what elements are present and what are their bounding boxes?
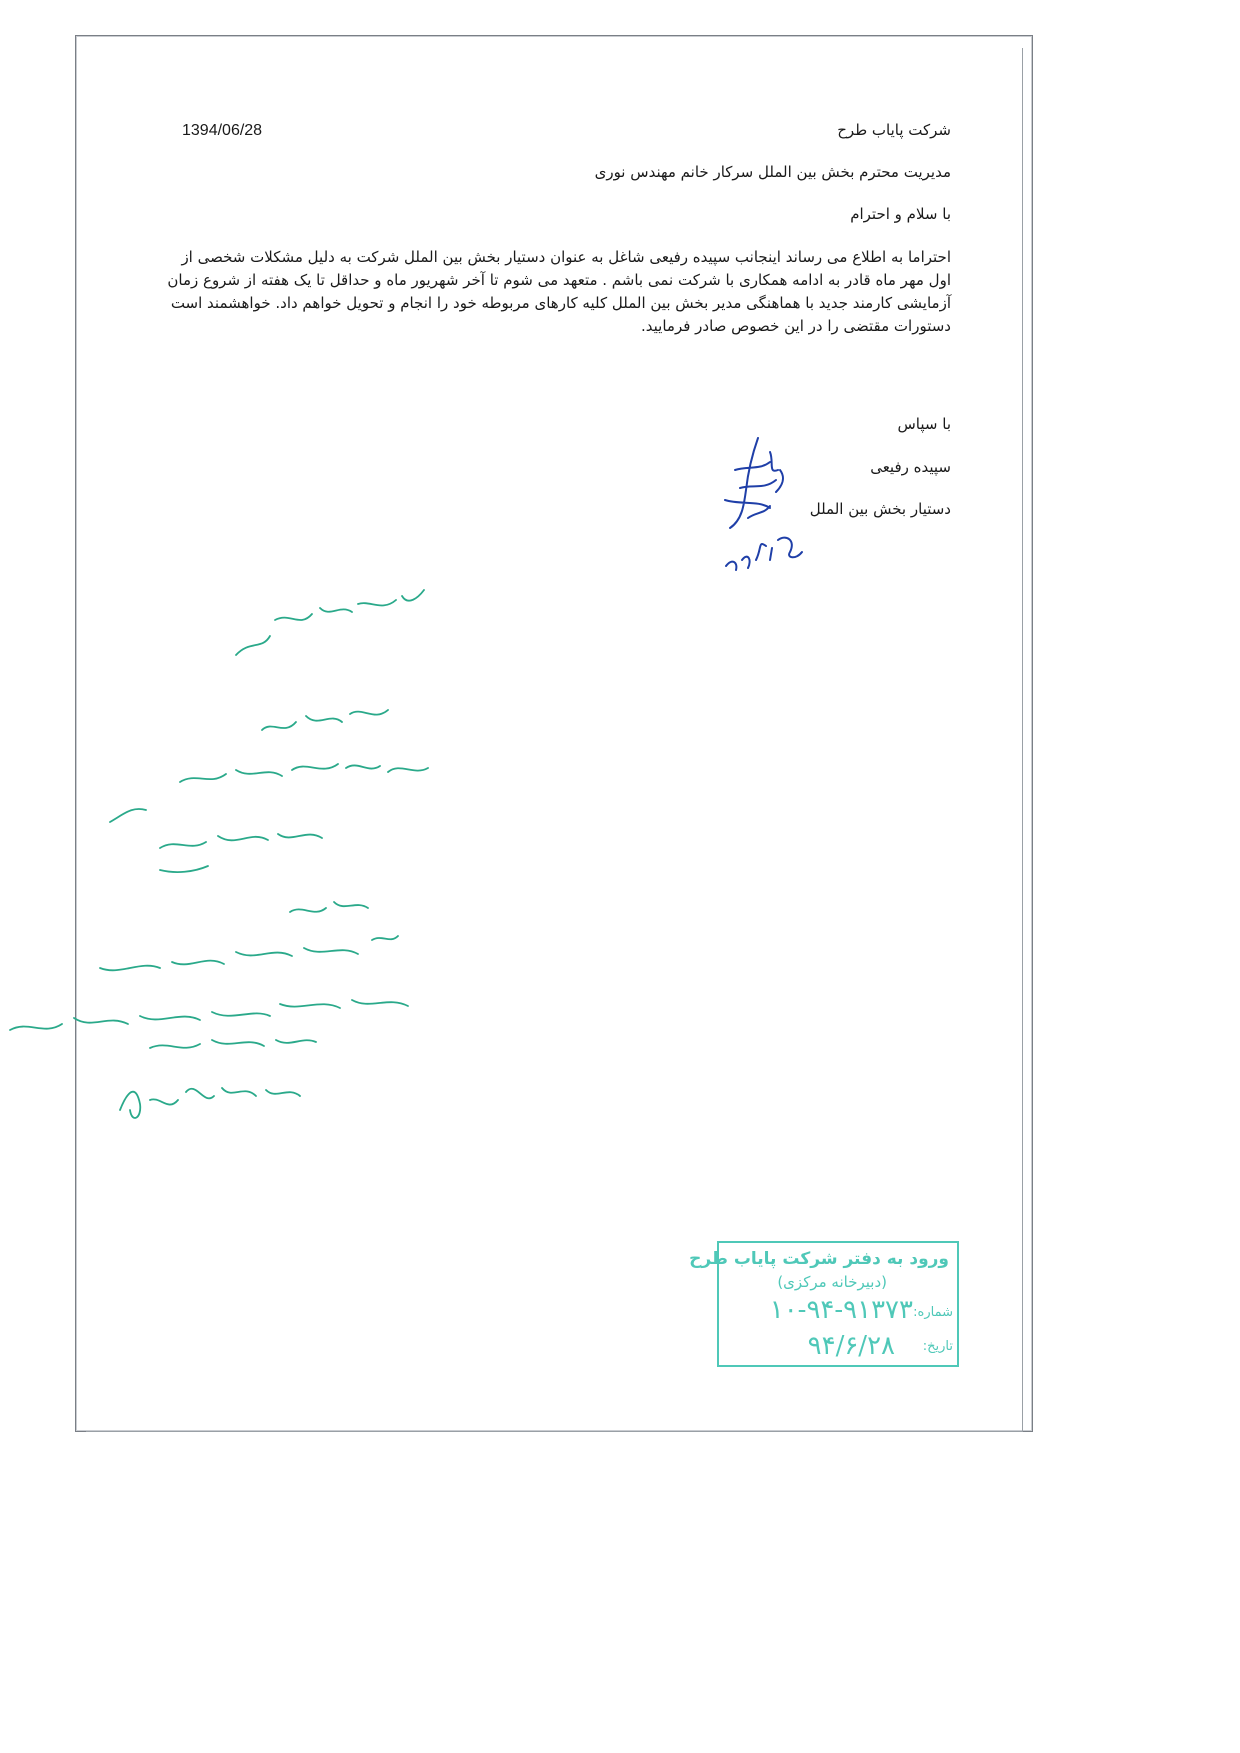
stamp-title: ورود به دفتر شرکت پایاب طرح (689, 1249, 949, 1269)
recipient-line: مدیریت محترم بخش بین الملل سرکار خانم مهندس نوری (594, 163, 951, 181)
stamp-subtitle: (دبیرخانه مرکزی) (777, 1273, 887, 1291)
applicant-signature (725, 438, 802, 570)
body-line: اول مهر ماه قادر به ادامه همکاری با شرکت نمی باشم . متعهد می شوم تا آخر شهریور ماه و حداقل تا یک هفته از شروع زمان (167, 271, 951, 289)
body-line: آزمایشی کارمند جدید با هماهنگی مدیر بخش بین الملل کلیه کارهای مربوطه خود را انجام و تحویل خواهم داد. خواهشمند است (170, 294, 951, 312)
signer-role: دستیار بخش بین الملل (809, 500, 951, 518)
stamp-date-label: تاریخ: (922, 1339, 953, 1354)
letter-date: 1394/06/28 (182, 122, 263, 139)
company-name: شرکت پایاب طرح (837, 121, 951, 139)
stamp-number-value: ۱۰-۹۴-۹۱۳۷۳ (769, 1295, 913, 1325)
manager-note-strokes (10, 590, 428, 1118)
greeting: با سلام و احترام (850, 205, 951, 223)
receipt-stamp (689, 1241, 959, 1367)
stamp-number-label: شماره: (913, 1305, 953, 1320)
closing: با سپاس (897, 415, 951, 433)
body-line: احتراما به اطلاع می رساند اینجانب سپیده رفیعی شاغل به عنوان دستیار بخش بین الملل شرکت به دلیل مشکلات شخصی از (181, 248, 951, 266)
stamp-date-value: ۹۴/۶/۲۸ (807, 1331, 895, 1361)
signer-name: سپیده رفیعی (870, 458, 951, 476)
body-line: دستورات مقتضی را در این خصوص صادر فرمایید. (641, 317, 951, 335)
